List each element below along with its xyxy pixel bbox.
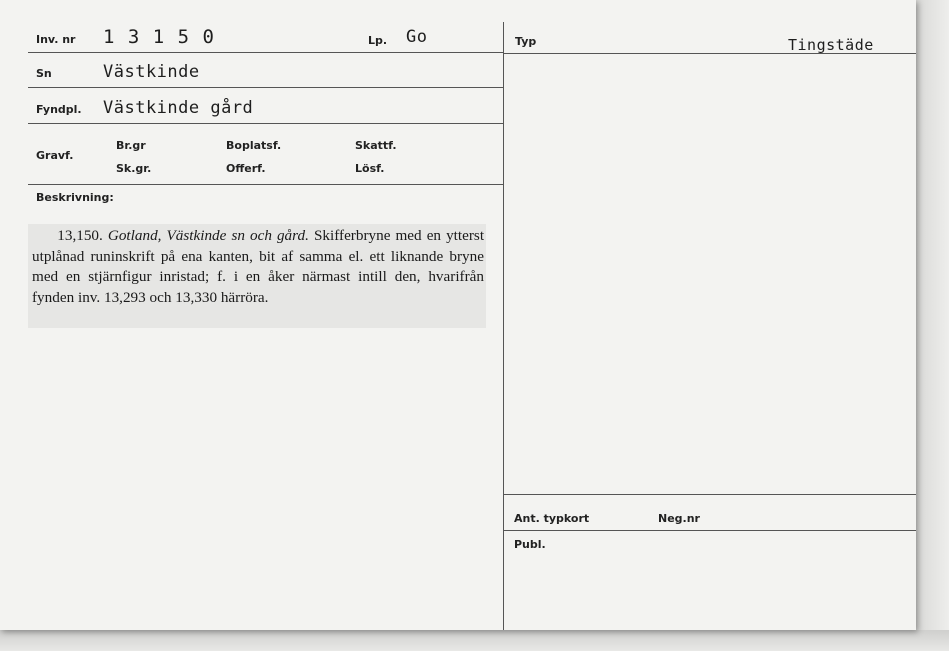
scan-margin-right [916, 0, 949, 651]
br-gr-label: Br.gr [116, 139, 146, 152]
description-text [32, 226, 484, 308]
description-place: Gotland, Västkinde sn och gård. [107, 227, 309, 244]
rule-sn [28, 87, 503, 88]
column-divider [503, 22, 504, 630]
rule-fyndpl [28, 123, 503, 124]
sn-label: Sn [36, 67, 52, 80]
gravf-label: Gravf. [36, 149, 74, 162]
offerf-label: Offerf. [226, 162, 266, 175]
lp-label: Lp. [368, 34, 388, 47]
publ-label: Publ. [514, 538, 546, 551]
skattf-label: Skattf. [355, 139, 397, 152]
inv-nr-value: 1 3 1 5 0 [103, 26, 215, 48]
lp-value: Go [406, 27, 428, 47]
scan-margin-bottom [0, 630, 949, 651]
inv-nr-label: Inv. nr [36, 33, 76, 46]
fyndpl-label: Fyndpl. [36, 103, 82, 116]
rule-gravf [28, 184, 503, 185]
typ-value: Tingstäde [788, 36, 874, 54]
description-body: Skifferbryne med en ytterst utplånad runinskrift på ena kanten, bit af samma el. ett liknande bryne med en stjärnfigur inristad; f. i en åker närmast intill den, hvarifrån fynden inv. 13,293 och 13,330 härröra. [32, 227, 485, 306]
neg-nr-label: Neg.nr [658, 512, 700, 525]
fyndpl-value: Västkinde gård [103, 98, 254, 118]
sk-gr-label: Sk.gr. [116, 162, 152, 175]
losf-label: Lösf. [355, 162, 385, 175]
typ-label: Typ [515, 35, 537, 48]
sn-value: Västkinde [103, 62, 200, 82]
description-number: 13,150. [57, 227, 103, 244]
rule-inv [28, 52, 503, 53]
ant-typkort-label: Ant. typkort [514, 512, 590, 525]
rule-ant-typkort [504, 530, 916, 531]
beskrivning-label: Beskrivning: [36, 191, 114, 204]
boplatsf-label: Boplatsf. [226, 139, 282, 152]
rule-ant-typkort-top [504, 494, 916, 495]
